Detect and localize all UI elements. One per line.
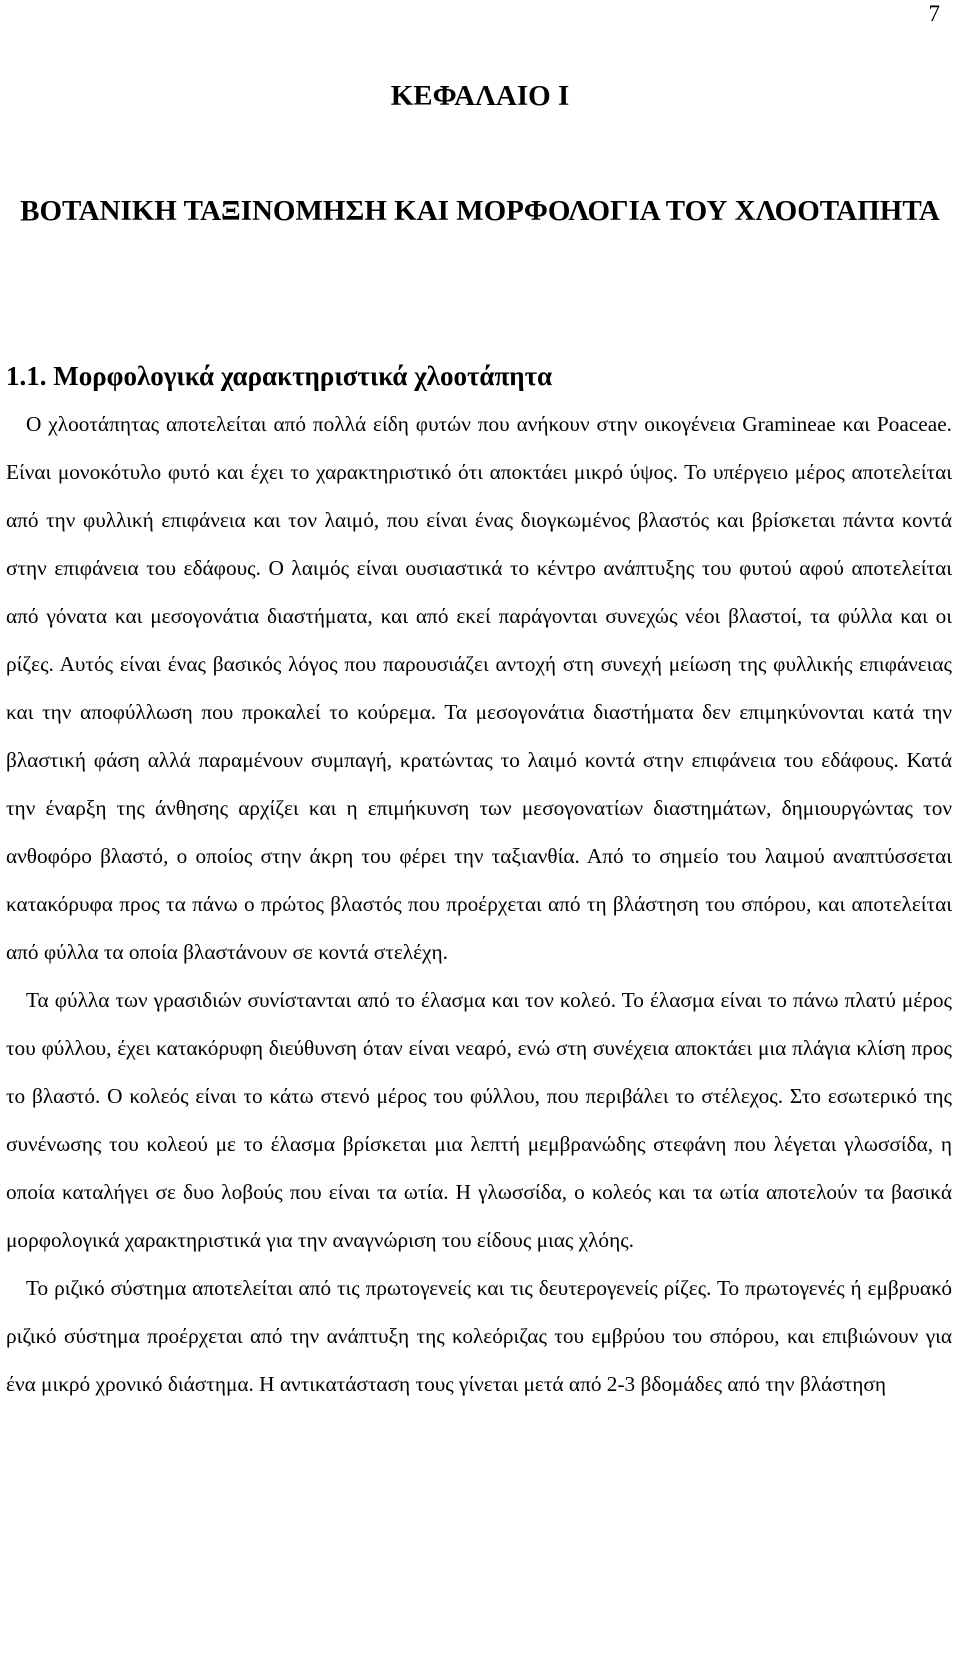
paragraph-leaves: Τα φύλλα των γρασιδιών συνίστανται από το έλασμα και τον κολεό. Το έλασμα είναι το πάνω πλατύ μέρος του φύλλου, έχει κατακόρυφη διεύθυνση όταν είναι νεαρό, ενώ στη συνέχεια αποκτάει μια πλάγια κλίση προς το βλαστό. Ο κολεός είναι το κάτω στενό μέρος του φύλλου, που περιβάλει το στέλεχος. Στο εσωτερικό της συνένωσης του κολεού με το έλασμα βρίσκεται μια λεπτή μεμβρανώδης στεφάνη που λέγεται γλωσσίδα, η οποία καταλήγει σε δυο λοβούς που είναι τα ωτία. Η γλωσσίδα, ο κολεός και τα ωτία αποτελούν τα βασικά μορφολογικά χαρακτηριστικά για την αναγνώριση του είδους μιας χλόης.	[6, 988, 952, 1252]
paragraph-morphology: Ο χλοοτάπητας αποτελείται από πολλά είδη φυτών που ανήκουν στην οικογένεια Gramineae και Poaceae. Είναι μονοκότυλο φυτό και έχει το χαρακτηριστικό ότι αποκτάει μικρό ύψος. Το υπέργειο μέρος αποτελείται από την φυλλική επιφάνεια και τον λαιμό, που είναι ένας διογκωμένος βλαστός και βρίσκεται πάντα κοντά στην επιφάνεια του εδάφους. Ο λαιμός είναι ουσιαστικά το κέντρο ανάπτυξης του φυτού αφού αποτελείται από γόνατα και μεσογονάτια διαστήματα, και από εκεί παράγονται συνεχώς νέοι βλαστοί, τα φύλλα και οι ρίζες. Αυτός είναι ένας βασικός λόγος που παρουσιάζει αντοχή στη συνεχή μείωση της φυλλικής επιφάνειας και την αποφύλλωση που προκαλεί το κούρεμα. Τα μεσογονάτια διαστήματα δεν επιμηκύνονται κατά την βλαστική φάση αλλά παραμένουν συμπαγή, κρατώντας το λαιμό κοντά στην επιφάνεια του εδάφους. Κατά την έναρξη της άνθησης αρχίζει και η επιμήκυνση των μεσογονατίων διαστημάτων, δημιουργώντας τον ανθοφόρο βλαστό, ο οποίος στην άκρη του φέρει την ταξιανθία. Από το σημείο του λαιμού αναπτύσσεται κατακόρυφα προς τα πάνω ο πρώτος βλαστός που προέρχεται από τη βλάστηση του σπόρου, και αποτελείται από φύλλα τα οποία βλαστάνουν σε κοντά στελέχη.	[6, 412, 952, 964]
page-number: 7	[928, 1, 940, 26]
body-text	[6, 400, 952, 1408]
paragraph-roots: Το ριζικό σύστημα αποτελείται από τις πρωτογενείς και τις δευτερογενείς ρίζες. Το πρωτογενές ή εμβρυακό ριζικό σύστημα προέρχεται από την ανάπτυξη της κολεόριζας του εμβρύου του σπόρου, και επιβιώνουν για ένα μικρό χρονικό διάστημα. Η αντικατάσταση τους γίνεται μετά από 2-3 βδομάδες από την βλάστηση	[6, 1276, 952, 1396]
chapter-subtitle: ΒΟΤΑΝΙΚΗ ΤΑΞΙΝΟΜΗΣΗ ΚΑΙ ΜΟΡΦΟΛΟΓΙΑ ΤΟΥ ΧΛΟΟΤΑΠΗΤΑ	[20, 195, 940, 227]
section-heading: 1.1. Μορφολογικά χαρακτηριστικά χλοοτάπητα	[6, 361, 553, 391]
chapter-title: ΚΕΦΑΛΑΙΟ Ι	[390, 80, 570, 112]
